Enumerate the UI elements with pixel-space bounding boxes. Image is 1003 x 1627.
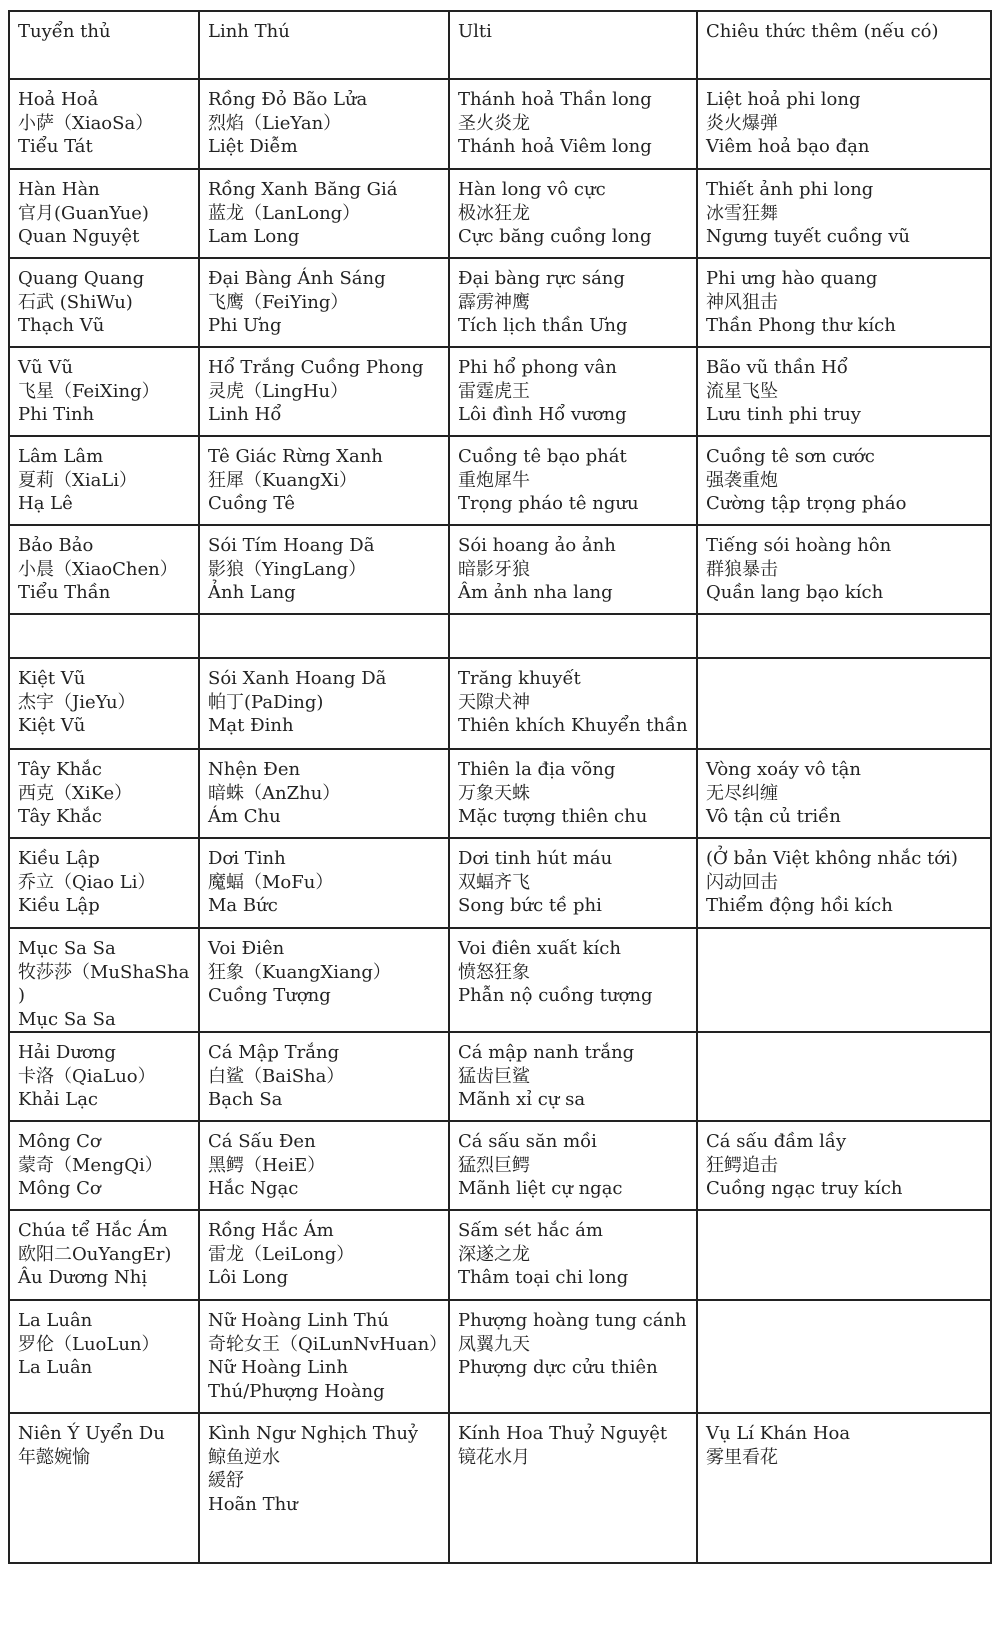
cell-line: 小晨（XiaoChen）	[18, 558, 178, 580]
cell-extra-skill	[697, 1210, 991, 1300]
cell-line: 飞星（FeiXing）	[18, 380, 160, 402]
cell-line: Phẫn nộ cuồng tượng	[458, 985, 653, 1006]
cell-line: Thần Phong thư kích	[706, 315, 896, 336]
cell-line: 双蝠齐飞	[458, 871, 530, 893]
table-row	[9, 1121, 991, 1210]
cell-line: 杰宇（JieYu）	[18, 691, 136, 713]
cell-line: 愤怒狂象	[458, 961, 530, 983]
cell-line: Âm ảnh nha lang	[458, 582, 613, 603]
cell-ulti	[449, 169, 697, 258]
cell-line: 黑鳄（HeiE）	[208, 1154, 326, 1176]
cell-ulti	[449, 1121, 697, 1210]
cell-extra-skill	[697, 347, 991, 436]
cell-player	[9, 169, 199, 258]
cell-line: Thiết ảnh phi long	[706, 179, 874, 200]
cell-line: 霹雳神鹰	[458, 291, 530, 313]
cell-line: Cuồng Tượng	[208, 985, 331, 1006]
cell-line: Kính Hoa Thuỷ Nguyệt	[458, 1423, 668, 1444]
cell-line: 万象天蛛	[458, 782, 530, 804]
cell-line: 凤翼九天	[458, 1333, 530, 1355]
cell-extra-skill	[697, 1413, 991, 1563]
cell-line: Ma Bức	[208, 895, 278, 916]
cell-extra-skill	[697, 79, 991, 169]
cell-line: 镜花水月	[458, 1446, 530, 1468]
cell-ulti	[449, 928, 697, 1032]
cell-line: 影狼（YingLang）	[208, 558, 367, 580]
cell-line: Rồng Hắc Ám	[208, 1220, 334, 1241]
cell-line: Liệt hoả phi long	[706, 89, 861, 110]
cell-spirit-beast	[199, 658, 449, 749]
cell-line: Hoả Hoả	[18, 89, 99, 110]
cell-line: 烈焰（LieYan）	[208, 112, 342, 134]
cell-player	[9, 1032, 199, 1121]
cell-line: Âu Dương Nhị	[18, 1267, 148, 1288]
cell-line: Cuồng Tê	[208, 493, 296, 514]
cell-extra-skill	[697, 169, 991, 258]
cell-player	[9, 436, 199, 525]
cell-ulti	[449, 258, 697, 347]
cell-line: Cường tập trọng pháo	[706, 493, 907, 514]
cell-line: 年懿婉愉	[18, 1446, 90, 1468]
cell-line: Hổ Trắng Cuồng Phong	[208, 357, 424, 378]
cell-spirit-beast	[199, 436, 449, 525]
table-row	[9, 525, 991, 614]
cell-line: Mông Cơ	[18, 1131, 101, 1152]
cell-player	[9, 1121, 199, 1210]
cell-line: Tê Giác Rừng Xanh	[208, 446, 383, 467]
cell-line: Linh Hổ	[208, 404, 282, 425]
cell-extra-skill	[697, 1121, 991, 1210]
cell-line: 西克（XiKe）	[18, 782, 133, 804]
table-row	[9, 838, 991, 928]
cell-line: 狂犀（KuangXi）	[208, 469, 358, 491]
cell-line: Mục Sa Sa	[18, 938, 116, 959]
cell-line: Quang Quang	[18, 268, 145, 289]
cell-line: 乔立（Qiao Li）	[18, 871, 156, 893]
cell-line: 牧莎莎（MuShaSha	[18, 961, 190, 983]
table-row	[9, 1413, 991, 1563]
cell-line: Phi Tinh	[18, 404, 95, 425]
cell-line: 帕丁(PaDing)	[208, 691, 324, 713]
cell-ulti	[449, 1032, 697, 1121]
cell-line: Lưu tinh phi truy	[706, 404, 861, 425]
cell-line: 罗伦（LuoLun）	[18, 1333, 160, 1355]
cell-line: Phượng hoàng tung cánh	[458, 1310, 687, 1331]
cell-ulti	[449, 525, 697, 614]
cell-line: Mạt Đinh	[208, 715, 294, 736]
cell-spirit-beast	[199, 928, 449, 1032]
cell-line: Mãnh liệt cự ngạc	[458, 1178, 623, 1199]
cell-line: 圣火炎龙	[458, 112, 530, 134]
cell-extra-skill	[697, 838, 991, 928]
cell-line: 奇轮女王（QiLunNvHuan）	[208, 1333, 448, 1355]
cell-line: 天隙犬神	[458, 691, 530, 713]
cell-line: 冰雪狂舞	[706, 202, 778, 224]
cell-ulti	[449, 658, 697, 749]
cell-line: Liệt Diễm	[208, 136, 298, 157]
cell-line: Đại Bàng Ánh Sáng	[208, 268, 386, 289]
cell-ulti	[449, 749, 697, 838]
cell-line: Tiếng sói hoàng hôn	[706, 535, 892, 556]
cell-ulti	[449, 1413, 697, 1563]
cell-spirit-beast	[199, 79, 449, 169]
cell-line: Nữ Hoàng Linh	[208, 1357, 349, 1378]
cell-line: 群狼暴击	[706, 558, 778, 580]
cell-line: Cá sấu săn mồi	[458, 1131, 597, 1152]
cell-ulti	[449, 79, 697, 169]
cell-ulti	[449, 614, 697, 658]
cell-player	[9, 79, 199, 169]
cell-line: 蒙奇（MengQi）	[18, 1154, 163, 1176]
cell-line: Hoãn Thư	[208, 1493, 298, 1515]
cell-line: Đại bàng rực sáng	[458, 268, 625, 289]
cell-line: 强袭重炮	[706, 469, 778, 491]
cell-line: Kình Ngư Nghịch Thuỷ	[208, 1423, 419, 1444]
cell-ulti	[449, 347, 697, 436]
cell-line: Ngưng tuyết cuồng vũ	[706, 226, 911, 247]
table-row	[9, 79, 991, 169]
cell-spirit-beast	[199, 1300, 449, 1413]
cell-line: Lam Long	[208, 226, 300, 247]
cell-line: Nữ Hoàng Linh Thú	[208, 1310, 389, 1331]
cell-line: Trăng khuyết	[458, 668, 581, 689]
cell-line: 夏莉（XiaLi）	[18, 469, 138, 491]
cell-spirit-beast	[199, 347, 449, 436]
cell-line: 鲸鱼逆水	[208, 1446, 280, 1468]
cell-line: 暗影牙狼	[458, 558, 530, 580]
table-row	[9, 258, 991, 347]
cell-line: 暗蛛（AnZhu）	[208, 782, 341, 804]
cell-spirit-beast	[199, 258, 449, 347]
cell-line: Vụ Lí Khán Hoa	[706, 1423, 851, 1444]
cell-extra-skill	[697, 1032, 991, 1121]
cell-spirit-beast	[199, 1121, 449, 1210]
cell-line: 狂鳄追击	[706, 1154, 778, 1176]
cell-line: Kiệt Vũ	[18, 715, 86, 736]
cell-player	[9, 749, 199, 838]
cell-ulti	[449, 838, 697, 928]
cell-line: Thâm toại chi long	[458, 1267, 629, 1288]
cell-spirit-beast	[199, 1032, 449, 1121]
cell-line: Thạch Vũ	[18, 315, 105, 336]
cell-line: Sấm sét hắc ám	[458, 1220, 603, 1241]
cell-line: 狂象（KuangXiang）	[208, 961, 391, 983]
cell-line: Tây Khắc	[18, 806, 102, 827]
cell-line: 卡洛（QiaLuo）	[18, 1065, 156, 1087]
cell-line: Vô tận củ triền	[706, 806, 841, 827]
cell-line: Tiểu Thần	[18, 582, 111, 603]
cell-line: (Ở bản Việt không nhắc tới)	[706, 848, 958, 869]
header-spirit-beast: Linh Thú	[199, 11, 449, 79]
table-row	[9, 436, 991, 525]
cell-line: Quần lang bạo kích	[706, 582, 884, 603]
table-row	[9, 614, 991, 658]
cell-line: Mặc tượng thiên chu	[458, 806, 648, 827]
cell-line: Phượng dực cửu thiên	[458, 1357, 658, 1378]
character-table	[8, 10, 992, 1564]
table-row	[9, 1032, 991, 1121]
cell-line: 雾里看花	[706, 1446, 778, 1468]
cell-ulti	[449, 1210, 697, 1300]
cell-line: 深遂之龙	[458, 1243, 530, 1265]
cell-line: Hàn Hàn	[18, 179, 100, 200]
cell-line: Mông Cơ	[18, 1178, 101, 1199]
cell-line: Ám Chu	[208, 806, 281, 827]
cell-line: Hải Dương	[18, 1042, 116, 1063]
cell-line: Sói Tím Hoang Dã	[208, 535, 375, 556]
cell-line: 魔蝠（MoFu）	[208, 871, 334, 893]
cell-line: Phi Ưng	[208, 315, 282, 336]
cell-line: Cá mập nanh trắng	[458, 1042, 635, 1063]
cell-line: 流星飞坠	[706, 380, 778, 402]
cell-line: 飞鹰（FeiYing）	[208, 291, 349, 313]
cell-line: La Luân	[18, 1310, 93, 1331]
cell-line: Mục Sa Sa	[18, 1008, 116, 1030]
cell-line: 猛烈巨鳄	[458, 1154, 530, 1176]
cell-spirit-beast	[199, 169, 449, 258]
cell-line: Ảnh Lang	[208, 582, 296, 603]
cell-line: Thú/Phượng Hoàng	[208, 1380, 385, 1402]
cell-line: Cực băng cuồng long	[458, 226, 652, 247]
cell-extra-skill	[697, 658, 991, 749]
cell-line: 闪动回击	[706, 871, 778, 893]
cell-line: 緩舒	[208, 1470, 244, 1491]
cell-player	[9, 525, 199, 614]
cell-line: Thánh hoả Thần long	[458, 89, 652, 110]
cell-line: 蓝龙（LanLong）	[208, 202, 361, 224]
cell-line: 极冰狂龙	[458, 202, 530, 224]
cell-line: Bạch Sa	[208, 1089, 283, 1110]
cell-spirit-beast	[199, 1413, 449, 1563]
cell-spirit-beast	[199, 749, 449, 838]
table-header-row	[9, 11, 991, 79]
cell-player	[9, 347, 199, 436]
cell-line: Kiệt Vũ	[18, 668, 86, 689]
cell-line: Cuồng ngạc truy kích	[706, 1178, 903, 1199]
cell-line: Tây Khắc	[18, 759, 102, 780]
cell-line: Hàn long vô cực	[458, 179, 606, 200]
cell-line: )	[18, 985, 26, 1006]
cell-line: Sói hoang ảo ảnh	[458, 535, 616, 556]
cell-line: Cuồng tê bạo phát	[458, 446, 627, 467]
cell-line: Voi Điên	[208, 938, 285, 959]
cell-player	[9, 838, 199, 928]
cell-line: Rồng Xanh Băng Giá	[208, 179, 398, 200]
cell-line: Nhện Đen	[208, 759, 301, 780]
cell-line: Thiên la địa võng	[458, 759, 616, 780]
table-row	[9, 1300, 991, 1413]
cell-line: Hắc Ngạc	[208, 1178, 299, 1199]
cell-line: Song bức tề phi	[458, 895, 602, 916]
cell-line: 炎火爆弹	[706, 112, 778, 134]
cell-line: 神风狙击	[706, 291, 778, 313]
cell-line: Cá sấu đầm lầy	[706, 1131, 847, 1152]
cell-line: Dơi Tinh	[208, 848, 286, 869]
cell-player	[9, 1413, 199, 1563]
cell-line: Cá Mập Trắng	[208, 1042, 340, 1063]
header-player: Tuyển thủ	[9, 11, 199, 79]
cell-player	[9, 258, 199, 347]
cell-line: 猛齿巨鲨	[458, 1065, 530, 1087]
cell-extra-skill	[697, 258, 991, 347]
cell-player	[9, 658, 199, 749]
cell-spirit-beast	[199, 614, 449, 658]
cell-line: 雷龙（LeiLong）	[208, 1243, 355, 1265]
cell-line: Chúa tể Hắc Ám	[18, 1220, 168, 1241]
cell-player	[9, 1210, 199, 1300]
cell-line: Quan Nguyệt	[18, 226, 140, 247]
cell-line: Lôi Long	[208, 1267, 289, 1288]
cell-line: Tích lịch thần Ưng	[458, 315, 628, 336]
table-row	[9, 928, 991, 1032]
cell-extra-skill	[697, 1300, 991, 1413]
header-ulti: Ulti	[449, 11, 697, 79]
cell-line: 小萨（XiaoSa）	[18, 112, 154, 134]
table-row	[9, 749, 991, 838]
cell-extra-skill	[697, 749, 991, 838]
cell-line: 欧阳二OuYangEr)	[18, 1243, 172, 1265]
table-row	[9, 347, 991, 436]
cell-line: Kiều Lập	[18, 848, 100, 869]
cell-line: Khải Lạc	[18, 1089, 99, 1110]
cell-line: Viêm hoả bạo đạn	[706, 136, 870, 157]
document-page	[8, 10, 993, 1627]
cell-ulti	[449, 1300, 697, 1413]
cell-player	[9, 928, 199, 1032]
cell-line: 官月(GuanYue)	[18, 202, 149, 224]
cell-line: Bảo Bảo	[18, 535, 94, 556]
header-extra-skill: Chiêu thức thêm (nếu có)	[697, 11, 991, 79]
cell-line: 石武 (ShiWu)	[18, 291, 133, 313]
cell-line: Tiểu Tát	[18, 136, 93, 157]
cell-extra-skill	[697, 928, 991, 1032]
cell-extra-skill	[697, 525, 991, 614]
cell-line: Bão vũ thần Hổ	[706, 357, 848, 378]
cell-line: 重炮犀牛	[458, 469, 530, 491]
cell-line: Niên Ý Uyển Du	[18, 1423, 165, 1444]
cell-line: Thiểm động hồi kích	[706, 895, 893, 916]
cell-spirit-beast	[199, 1210, 449, 1300]
table-row	[9, 1210, 991, 1300]
cell-line: Mãnh xỉ cự sa	[458, 1089, 586, 1110]
cell-ulti	[449, 436, 697, 525]
cell-line: Trọng pháo tê ngưu	[458, 493, 639, 514]
cell-extra-skill	[697, 614, 991, 658]
cell-line: Thánh hoả Viêm long	[458, 136, 652, 157]
table-row	[9, 658, 991, 749]
cell-extra-skill	[697, 436, 991, 525]
cell-line: Voi điên xuất kích	[458, 938, 621, 959]
cell-line: 白鲨（BaiSha）	[208, 1065, 345, 1087]
cell-line: Lâm Lâm	[18, 446, 104, 467]
cell-line: 雷霆虎王	[458, 380, 530, 402]
cell-line: Phi hổ phong vân	[458, 357, 617, 378]
cell-line: Cá Sấu Đen	[208, 1131, 316, 1152]
cell-line: Cuồng tê sơn cước	[706, 446, 875, 467]
cell-spirit-beast	[199, 525, 449, 614]
cell-spirit-beast	[199, 838, 449, 928]
cell-player	[9, 1300, 199, 1413]
cell-line: La Luân	[18, 1357, 93, 1378]
cell-line: Vòng xoáy vô tận	[706, 759, 861, 780]
cell-line: Vũ Vũ	[18, 357, 73, 378]
cell-line: Dơi tinh hút máu	[458, 848, 613, 869]
cell-line: Hạ Lê	[18, 493, 73, 514]
cell-line: Phi ưng hào quang	[706, 268, 878, 289]
cell-line: Kiều Lập	[18, 895, 100, 916]
cell-line: 灵虎（LingHu）	[208, 380, 349, 402]
cell-line: 无尽纠缠	[706, 782, 778, 804]
table-row	[9, 169, 991, 258]
cell-line: Sói Xanh Hoang Dã	[208, 668, 387, 689]
cell-line: Rồng Đỏ Bão Lửa	[208, 89, 368, 110]
cell-player	[9, 614, 199, 658]
cell-line: Thiên khích Khuyển thần	[458, 715, 688, 736]
cell-line: Lôi đình Hổ vương	[458, 404, 627, 425]
